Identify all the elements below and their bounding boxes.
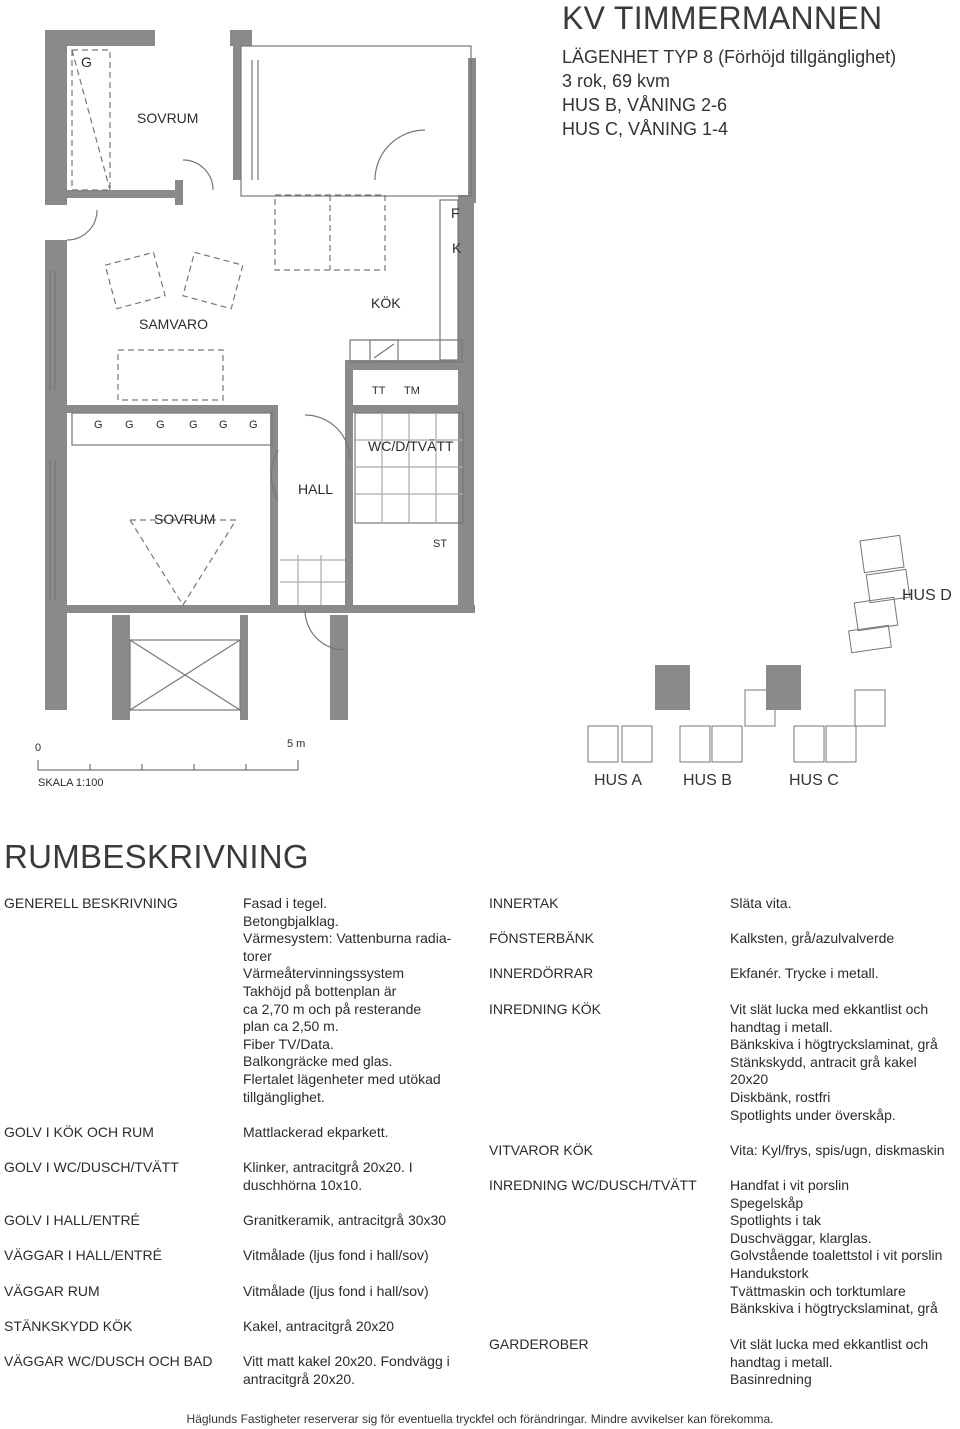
desc-label: VÄGGAR RUM: [4, 1283, 100, 1299]
desc-label: GARDEROBER: [489, 1336, 589, 1352]
desc-value: Fasad i tegel. Betongbjalklag. Värmesystem: Vattenburna radia- torer Värmeåtervinningssystem Takhöjd på bottenplan är ca 2,70 m och på resterande plan ca 2,50 m. Fiber TV/Data. Balkongräcke med glas. Flertalet lägenheter med utökad tillgänglighet.: [243, 895, 452, 1105]
desc-label: INREDNING WC/DUSCH/TVÄTT: [489, 1177, 697, 1193]
room-label-sovrum-1: SOVRUM: [137, 110, 199, 126]
disclaimer: Häglunds Fastigheter reserverar sig för eventuella tryckfel och förändringar. Mindre avvikelser kan förekomma.: [186, 1412, 774, 1426]
scale-zero: 0: [35, 742, 42, 754]
desc-label: GOLV I KÖK OCH RUM: [4, 1124, 154, 1140]
desc-value: Kalksten, grå/azulvalverde: [730, 930, 895, 946]
desc-label: FÖNSTERBÄNK: [489, 930, 595, 946]
desc-value: Kakel, antracitgrå 20x20: [243, 1318, 394, 1334]
desc-label: VÄGGAR I HALL/ENTRÉ: [4, 1247, 162, 1263]
room-label-g3: G: [156, 419, 165, 431]
desc-value: Vita: Kyl/frys, spis/ugn, diskmaskin: [730, 1142, 945, 1158]
desc-label: INNERTAK: [489, 895, 559, 911]
room-label-g6: G: [249, 419, 258, 431]
desc-label: INNERDÖRRAR: [489, 965, 594, 981]
desc-label: VITVAROR KÖK: [489, 1142, 593, 1158]
desc-label: INREDNING KÖK: [489, 1001, 602, 1017]
desc-value: Handfat i vit porslin Spegelskåp Spotlights i tak Duschväggar, klarglas. Golvstående toalettstol i vit porslin Handukstork Tvättmaskin och torktumlare Bänkskiva i högtryckslaminat, grå: [730, 1177, 943, 1317]
desc-value: Mattlackerad ekparkett.: [243, 1124, 389, 1140]
desc-label: GENERELL BESKRIVNING: [4, 895, 178, 911]
room-label-sovrum-2: SOVRUM: [154, 511, 216, 527]
section-heading: RUMBESKRIVNING: [4, 838, 309, 875]
desc-label: GOLV I WC/DUSCH/TVÄTT: [4, 1159, 179, 1175]
apartment-type: LÄGENHET TYP 8 (Förhöjd tillgänglighet): [562, 47, 897, 67]
room-label-wc: WC/D/TVÄTT: [368, 438, 454, 454]
room-label-g2: G: [125, 419, 134, 431]
apartment-size: 3 rok, 69 kvm: [562, 71, 671, 91]
desc-value: Granitkeramik, antracitgrå 30x30: [243, 1212, 447, 1228]
desc-label: STÄNKSKYDD KÖK: [4, 1318, 133, 1334]
room-label-tt: TT: [372, 385, 386, 397]
room-label-hall: HALL: [298, 481, 334, 497]
desc-value: Vitt matt kakel 20x20. Fondvägg i antracitgrå 20x20.: [243, 1353, 450, 1387]
label-hus-c: HUS C: [789, 772, 839, 789]
scale-label: SKALA 1:100: [38, 777, 104, 789]
scale-five: 5 m: [287, 738, 306, 750]
desc-label: VÄGGAR WC/DUSCH OCH BAD: [4, 1353, 213, 1369]
room-label-g5: G: [219, 419, 228, 431]
highlighted-unit: [655, 665, 801, 710]
room-label-tm: TM: [404, 385, 420, 397]
desc-value: Klinker, antracitgrå 20x20. I duschhörna 10x10.: [243, 1159, 413, 1193]
desc-value: Ekfanér. Trycke i metall.: [730, 965, 879, 981]
desc-value: Vitmålade (ljus fond i hall/sov): [243, 1283, 429, 1299]
label-hus-d: HUS D: [902, 587, 952, 604]
desc-value: Vit slät lucka med ekkantlist och handtag i metall. Bänkskiva i högtryckslaminat, grå Stänkskydd, antracit grå kakel 20x20 Diskbänk, rostfri Spotlights under överskåp.: [730, 1001, 938, 1123]
house-c-floors: HUS C, VÅNING 1-4: [562, 119, 729, 139]
house-b-floors: HUS B, VÅNING 2-6: [562, 95, 728, 115]
room-label-g-top: G: [81, 54, 92, 70]
room-label-g4: G: [189, 419, 198, 431]
room-label-samvaro: SAMVARO: [139, 316, 208, 332]
project-title: KV TIMMERMANNEN: [562, 0, 883, 36]
room-label-g1: G: [94, 419, 103, 431]
label-hus-a: HUS A: [594, 772, 643, 789]
room-label-k: K: [452, 240, 462, 256]
desc-value: Vitmålade (ljus fond i hall/sov): [243, 1247, 429, 1263]
room-label-f: F: [451, 205, 460, 221]
room-label-kok: KÖK: [371, 295, 401, 311]
desc-value: Släta vita.: [730, 895, 792, 911]
label-hus-b: HUS B: [683, 772, 732, 789]
desc-value: Vit slät lucka med ekkantlist och handtag i metall. Basinredning: [730, 1336, 929, 1388]
room-label-st: ST: [433, 538, 448, 550]
site-plan: [588, 535, 910, 762]
desc-label: GOLV I HALL/ENTRÉ: [4, 1212, 140, 1228]
scale-bar: [38, 760, 298, 770]
